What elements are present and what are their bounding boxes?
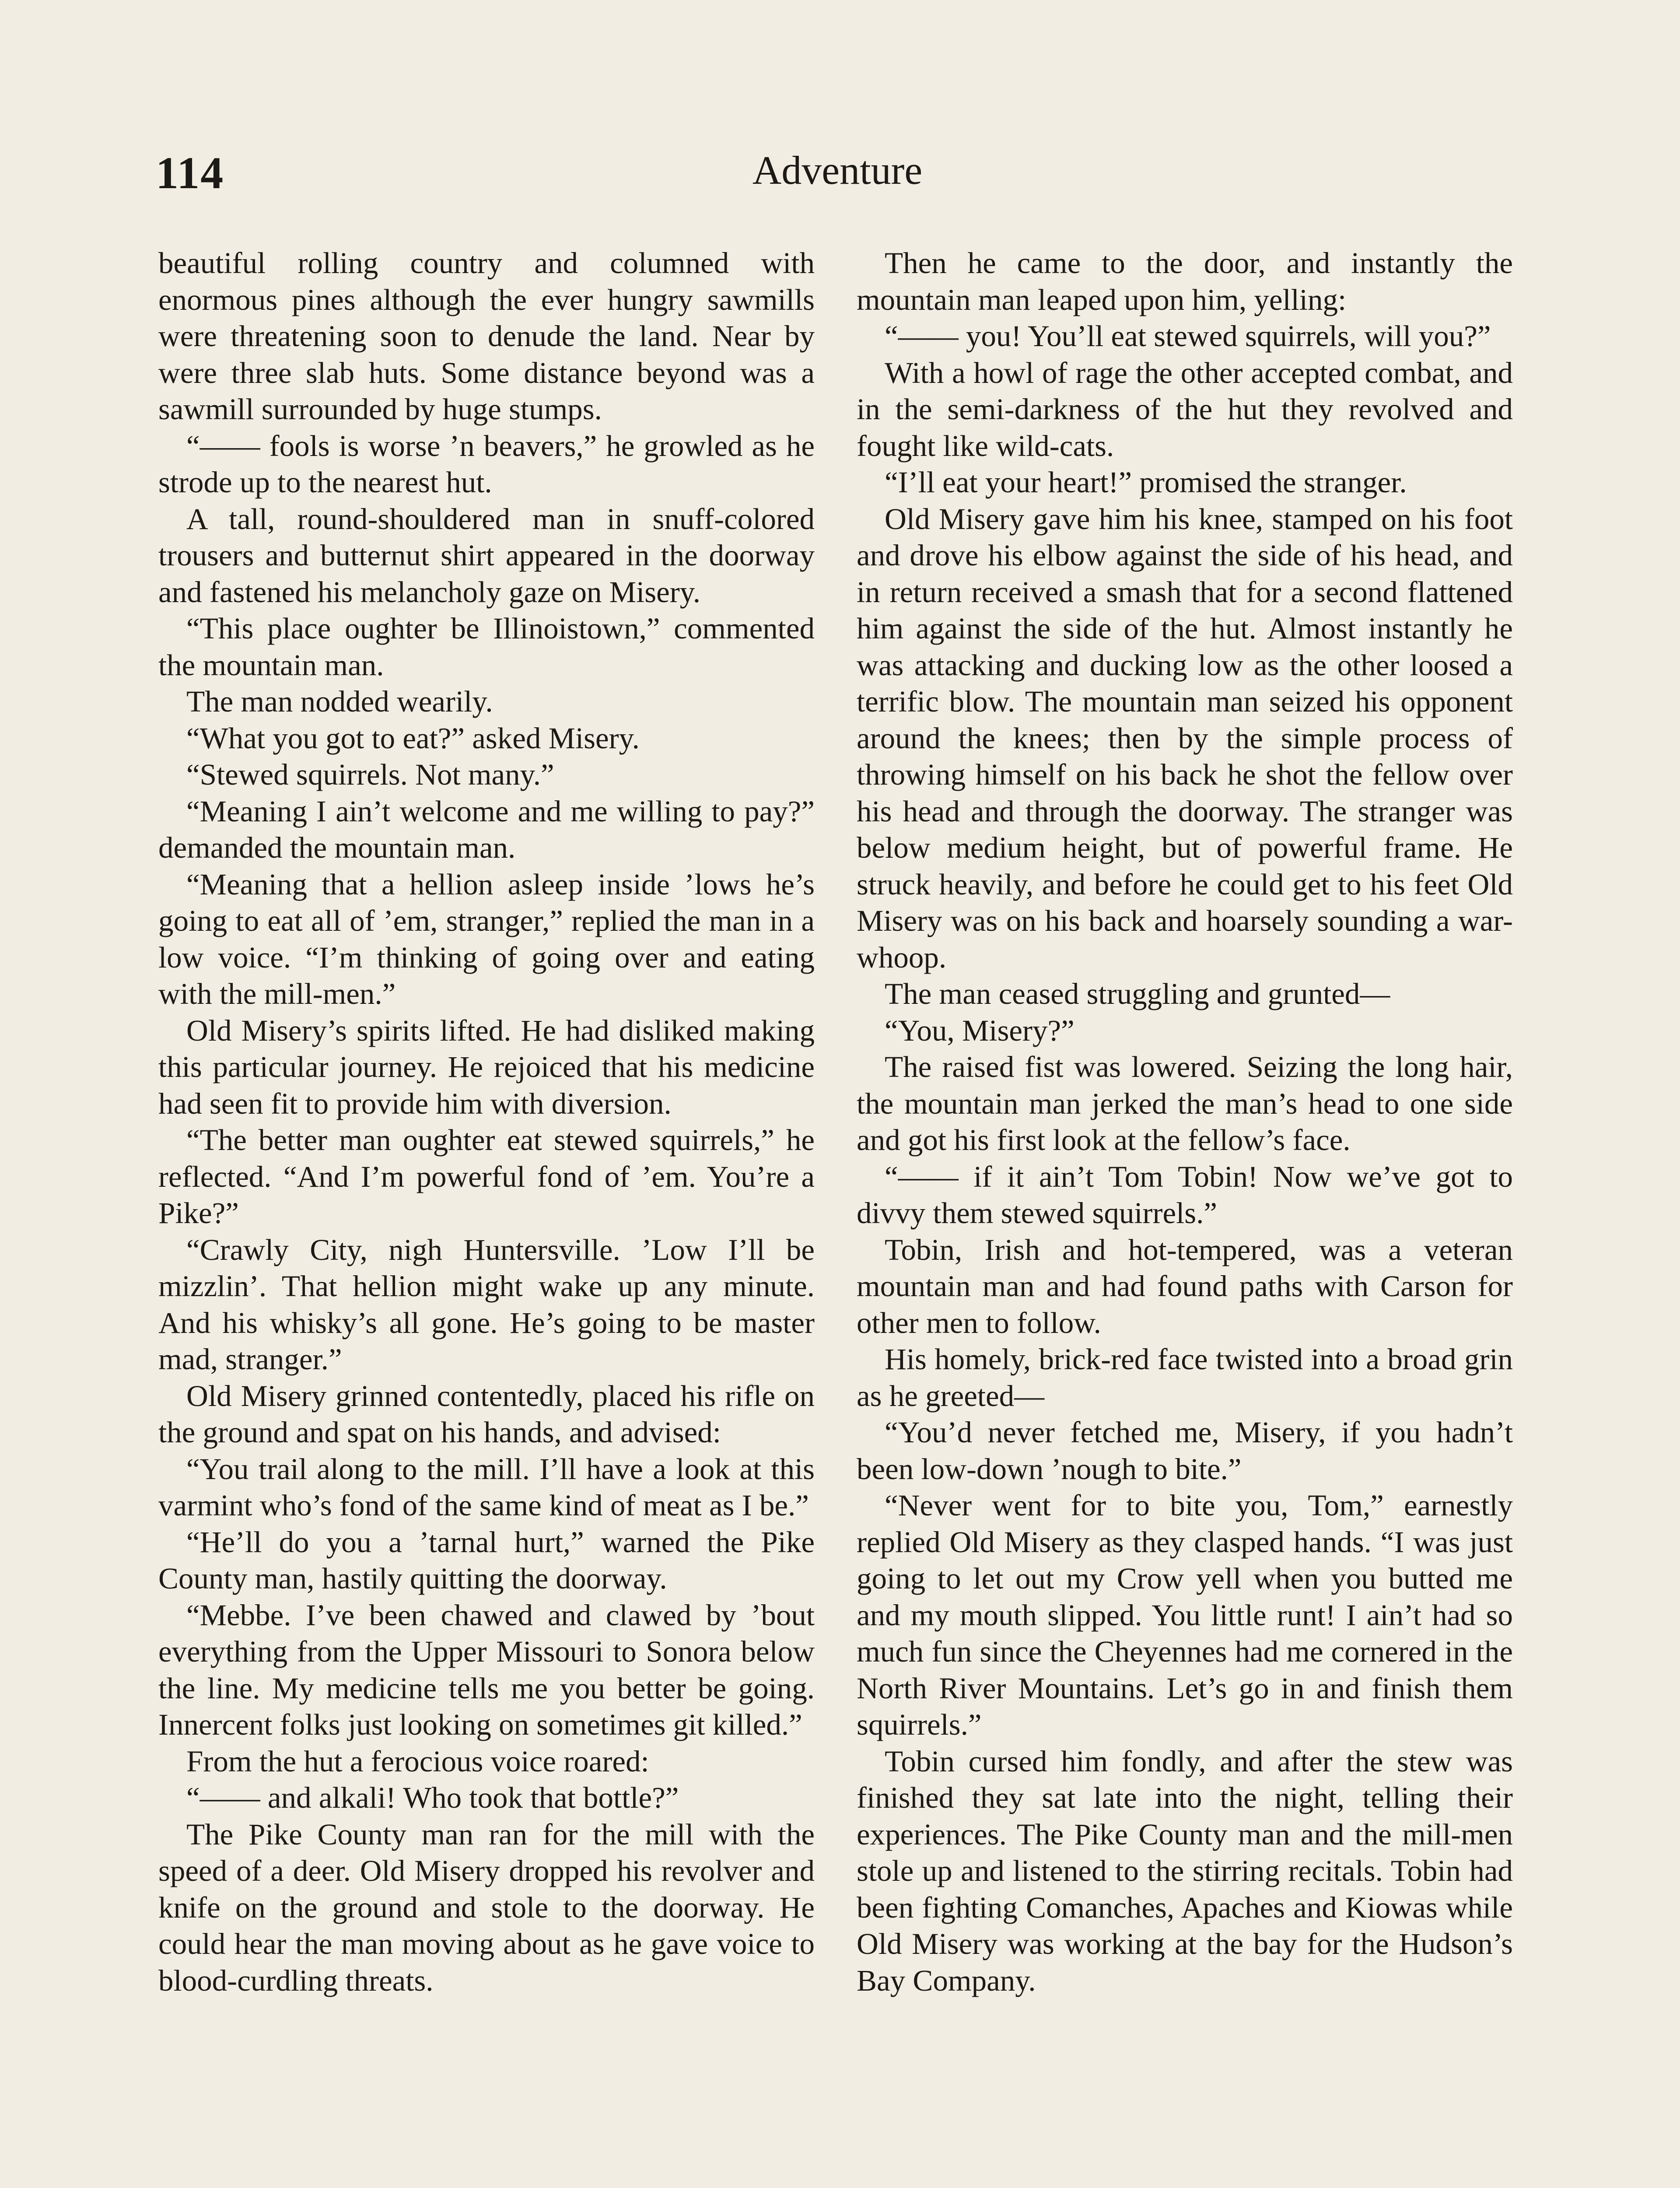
paragraph: “This place oughter be Illinoistown,” commented the mountain man.	[158, 612, 815, 682]
paragraph: “—— you! You’ll eat stewed squirrels, will you?”	[885, 319, 1491, 353]
right-column	[857, 245, 1513, 1999]
paragraph: From the hut a ferocious voice roared:	[186, 1744, 649, 1778]
paragraph: The raised fist was lowered. Seizing the long hair, the mountain man jerked the man’s head to one side and got his first look at the fellow’s face.	[857, 1050, 1513, 1157]
paragraph: “I’ll eat your heart!” promised the stranger.	[885, 466, 1407, 499]
paragraph: His homely, brick-red face twisted into a broad grin as he greeted—	[857, 1343, 1513, 1413]
paragraph: “Mebbe. I’ve been chawed and clawed by ’bout everything from the Upper Missouri to Sonora below the line. My medicine tells me you better be going. Innercent folks just looking on sometimes git killed.”	[158, 1598, 815, 1741]
paragraph: With a howl of rage the other accepted combat, and in the semi-darkness of the hut they revolved and fought like wild-cats.	[857, 356, 1513, 463]
paragraph: The man nodded wearily.	[186, 685, 493, 718]
paragraph: “He’ll do you a ’tarnal hurt,” warned the Pike County man, hastily quitting the doorway.	[158, 1525, 815, 1595]
paragraph: “—— and alkali! Who took that bottle?”	[186, 1781, 679, 1814]
paragraph: “Never went for to bite you, Tom,” earnestly replied Old Misery as they clasped hands. “I was just going to let out my Crow yell when you butted me and my mouth slipped. You little runt! I ain’t had so much fun since the Cheyennes had me cornered in the North River Mountains. Let’s go in and finish them squirrels.”	[857, 1489, 1513, 1741]
left-column	[158, 245, 815, 1999]
paragraph: “Crawly City, nigh Huntersville. ’Low I’ll be mizzlin’. That hellion might wake up any minute. And his whisky’s all gone. He’s going to be master mad, stranger.”	[158, 1233, 815, 1376]
paragraph: “The better man oughter eat stewed squirrels,” he reflected. “And I’m powerful fond of ’em. You’re a Pike?”	[158, 1123, 815, 1230]
paragraph: Old Misery grinned contentedly, placed his rifle on the ground and spat on his hands, and advised:	[158, 1379, 815, 1449]
page-header	[156, 147, 1519, 213]
paragraph: “You’d never fetched me, Misery, if you hadn’t been low-down ’nough to bite.”	[857, 1416, 1513, 1486]
paragraph: “You trail along to the mill. I’ll have a look at this varmint who’s fond of the same kind of meat as I be.”	[158, 1452, 815, 1522]
paragraph: “You, Misery?”	[885, 1013, 1074, 1047]
paragraph: The Pike County man ran for the mill with the speed of a deer. Old Misery dropped his revolver and knife on the ground and stole to the doorway. He could hear the man moving about as he gave voice to blood-curdling threats.	[158, 1817, 815, 1997]
paragraph: Old Misery gave him his knee, stamped on his foot and drove his elbow against the side of his head, and in return received a smash that for a second flattened him against the side of the hut. Almost instantly he was attacking and ducking low as the other loosed a terrific blow. The mountain man seized his opponent around the knees; then by the simple process of throwing himself on his back he shot the fellow over his head and through the doorway. The stranger was below medium height, but of powerful frame. He struck heavily, and before he could get to his feet Old Misery was on his back and hoarsely sounding a war-whoop.	[857, 502, 1513, 974]
paragraph: Old Misery’s spirits lifted. He had disliked making this particular journey. He rejoiced that his medicine had seen fit to provide him with diversion.	[158, 1013, 815, 1120]
page-number: 114	[156, 148, 224, 198]
paragraph: “Stewed squirrels. Not many.”	[186, 758, 554, 791]
paragraph: beautiful rolling country and columned with enormous pines although the ever hungry sawmills were threatening soon to denude the land. Near by were three slab huts. Some distance beyond was a sawmill surrounded by huge stumps.	[158, 246, 815, 426]
paragraph: Tobin cursed him fondly, and after the stew was finished they sat late into the night, telling their experiences. The Pike County man and the mill-men stole up and listened to the stirring recitals. Tobin had been fighting Comanches, Apaches and Kiowas while Old Misery was working at the bay for the Hudson’s Bay Company.	[857, 1744, 1513, 1997]
paragraph: The man ceased struggling and grunted—	[885, 977, 1390, 1010]
paragraph: Then he came to the door, and instantly the mountain man leaped upon him, yelling:	[857, 246, 1513, 316]
paragraph: A tall, round-shouldered man in snuff-colored trousers and butternut shirt appeared in the doorway and fastened his melancholy gaze on Misery.	[158, 502, 815, 609]
paragraph: “What you got to eat?” asked Misery.	[186, 721, 640, 755]
running-title: Adventure	[752, 148, 923, 193]
paragraph: Tobin, Irish and hot-tempered, was a veteran mountain man and had found paths with Carson for other men to follow.	[857, 1233, 1513, 1339]
paragraph: “—— if it ain’t Tom Tobin! Now we’ve got to divvy them stewed squirrels.”	[857, 1160, 1513, 1230]
paragraph: “—— fools is worse ’n beavers,” he growled as he strode up to the nearest hut.	[158, 429, 815, 499]
paragraph: “Meaning that a hellion asleep inside ’lows he’s going to eat all of ’em, stranger,” replied the man in a low voice. “I’m thinking of going over and eating with the mill-men.”	[158, 867, 815, 1010]
paragraph: “Meaning I ain’t welcome and me willing to pay?” demanded the mountain man.	[158, 794, 815, 864]
